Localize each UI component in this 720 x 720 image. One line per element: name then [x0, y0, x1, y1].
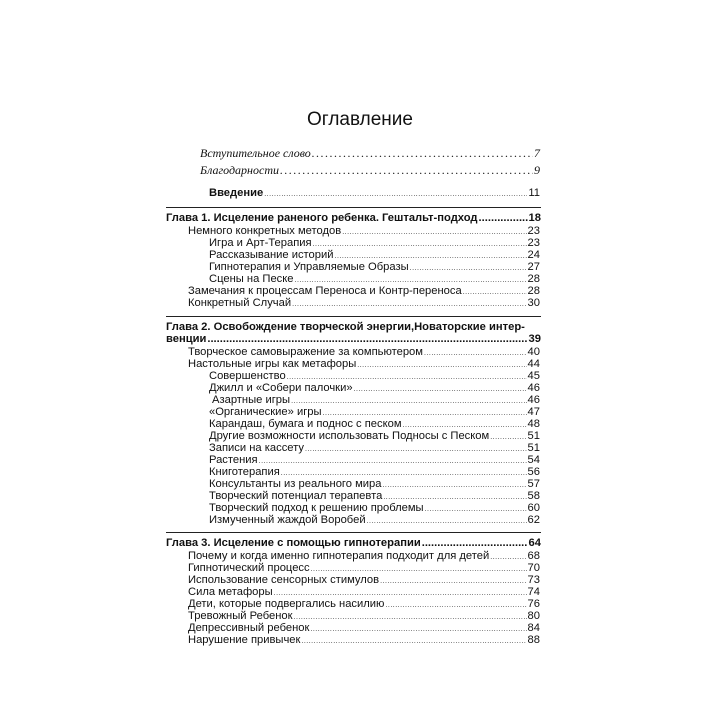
chapter-divider: [166, 207, 541, 208]
toc-entry-label: «Органические» игры: [209, 406, 322, 418]
toc-entry-label: Нарушение привычек: [188, 634, 301, 646]
leader-dots: [479, 211, 528, 225]
leader-dots: [422, 536, 528, 550]
toc-entry: [188, 296, 540, 312]
toc-entry-page: 57: [527, 478, 540, 490]
toc-entry-page: 40: [527, 346, 540, 358]
toc-entry-page: 45: [527, 370, 540, 382]
toc-entry-label: Творческое самовыражение за компьютером: [188, 346, 423, 358]
toc-entry-label: Совершенство: [209, 370, 286, 382]
leader-dots: [301, 635, 526, 649]
toc-entry-label: Растения: [209, 454, 258, 466]
toc-entry-intro: [209, 186, 540, 202]
toc-entry-label: Рассказывание историй: [209, 249, 334, 261]
toc-entry-label: Немного конкретных методов: [188, 225, 342, 237]
toc-entry-label: Измученный жаждой Воробей: [209, 514, 366, 526]
toc-entry-page: 60: [527, 502, 540, 514]
chapter-heading-2-line2: [166, 332, 541, 346]
toc-entry-page: 54: [527, 454, 540, 466]
toc-entry-page: 24: [527, 249, 540, 261]
toc-entry-label: Тревожный Ребенок: [188, 610, 293, 622]
toc-entry-label: Благодарности: [200, 163, 279, 177]
toc-entry-label: Джилл и «Собери палочки»: [209, 382, 353, 394]
toc-entry-page: 58: [527, 490, 540, 502]
toc-entry-foreword: [200, 146, 540, 160]
chapter-title: Глава 2. Освобождение творческой энергии,Новаторские интер-: [166, 321, 525, 333]
toc-entry-page: 51: [527, 430, 540, 442]
toc-entry-page: 74: [527, 586, 540, 598]
toc-entry-page: 11: [528, 187, 540, 199]
toc-entry-page: 70: [527, 562, 540, 574]
toc-entry-page: 51: [527, 442, 540, 454]
toc-entry-page: 68: [527, 550, 540, 562]
chapter-heading-3: [166, 536, 541, 550]
toc-entry-label: Творческий потенциал терапевта: [209, 490, 383, 502]
toc-entry-label: Гипнотерапия и Управляемые Образы: [209, 261, 409, 273]
toc-entry-label: Введение: [209, 187, 264, 199]
leader-dots: [280, 163, 533, 177]
toc-entry-page: 76: [527, 598, 540, 610]
chapter-heading-1: [166, 211, 541, 225]
leader-dots: [292, 298, 526, 312]
toc-entry-page: 28: [527, 285, 540, 297]
toc-entry-page: 88: [527, 634, 540, 646]
toc-entry-page: 56: [527, 466, 540, 478]
toc-entry-page: 9: [534, 163, 540, 177]
toc-entry-label: Творческий подход к решению проблемы: [209, 502, 424, 514]
toc-entry-page: 80: [527, 610, 540, 622]
toc-entry-page: 73: [527, 574, 540, 586]
toc-entry-label: Вступительное слово: [200, 146, 311, 160]
toc-entry-page: 62: [527, 514, 540, 526]
toc-entry-page: 46: [527, 382, 540, 394]
toc-entry-label: Карандаш, бумага и поднос с песком: [209, 418, 402, 430]
toc-entry-page: 84: [527, 622, 540, 634]
leader-dots: [264, 188, 527, 202]
toc-entry-label: Дети, которые подвергались насилию: [188, 598, 385, 610]
toc-entry-page: 27: [527, 261, 540, 273]
toc-entry: [209, 513, 540, 529]
chapter-title: венции: [166, 333, 207, 345]
toc-entry-page: 30: [527, 297, 540, 309]
chapter-page: 39: [528, 333, 541, 345]
chapter-divider: [166, 532, 541, 533]
toc-entry-page: 47: [527, 406, 540, 418]
toc-entry-label: Книготерапия: [209, 466, 280, 478]
toc-entry-label: Сила метафоры: [188, 586, 273, 598]
toc-entry: [188, 633, 540, 649]
toc-entry-label: Консультанты из реального мира: [209, 478, 382, 490]
toc-entry-label: Настольные игры как метафоры: [188, 358, 357, 370]
leader-dots: [207, 332, 527, 346]
chapter-divider: [166, 316, 541, 317]
toc-entry-label: Записи на кассету: [209, 442, 304, 454]
toc-entry-page: 48: [527, 418, 540, 430]
chapter-title: Глава 1. Исцеление раненого ребенка. Гештальт-подход: [166, 212, 478, 224]
toc-entry-page: 23: [527, 225, 540, 237]
toc-entry-page: 28: [527, 273, 540, 285]
toc-entry-page: 7: [534, 146, 540, 160]
leader-dots: [312, 146, 533, 160]
leader-dots: [367, 515, 527, 529]
toc-entry-label: Почему и когда именно гипнотерапия подходит для детей: [188, 550, 490, 562]
toc-entry-label: Сцены на Песке: [209, 273, 294, 285]
chapter-page: 64: [528, 537, 541, 549]
toc-entry-label: Конкретный Случай: [188, 297, 292, 309]
page-title: Оглавление: [307, 109, 413, 130]
toc-entry-label: Гипнотический процесс: [188, 562, 310, 574]
toc-entry-acknowledgements: [200, 163, 540, 177]
toc-entry-label: Другие возможности использовать Подносы с Песком: [209, 430, 490, 442]
chapter-title: Глава 3. Исцеление с помощью гипнотерапии: [166, 537, 421, 549]
toc-entry-label: Депрессивный ребенок: [188, 622, 310, 634]
toc-entry-label: Использование сенсорных стимулов: [188, 574, 380, 586]
toc-entry-label: Игра и Арт-Терапия: [209, 237, 312, 249]
toc-entry-page: 23: [527, 237, 540, 249]
toc-entry-label: Замечания к процессам Переноса и Контр-переноса: [188, 285, 462, 297]
chapter-page: 18: [528, 212, 541, 224]
toc-entry-page: 46: [527, 394, 540, 406]
toc-entry-label: Азартные игры: [212, 394, 291, 406]
toc-entry-page: 44: [527, 358, 540, 370]
